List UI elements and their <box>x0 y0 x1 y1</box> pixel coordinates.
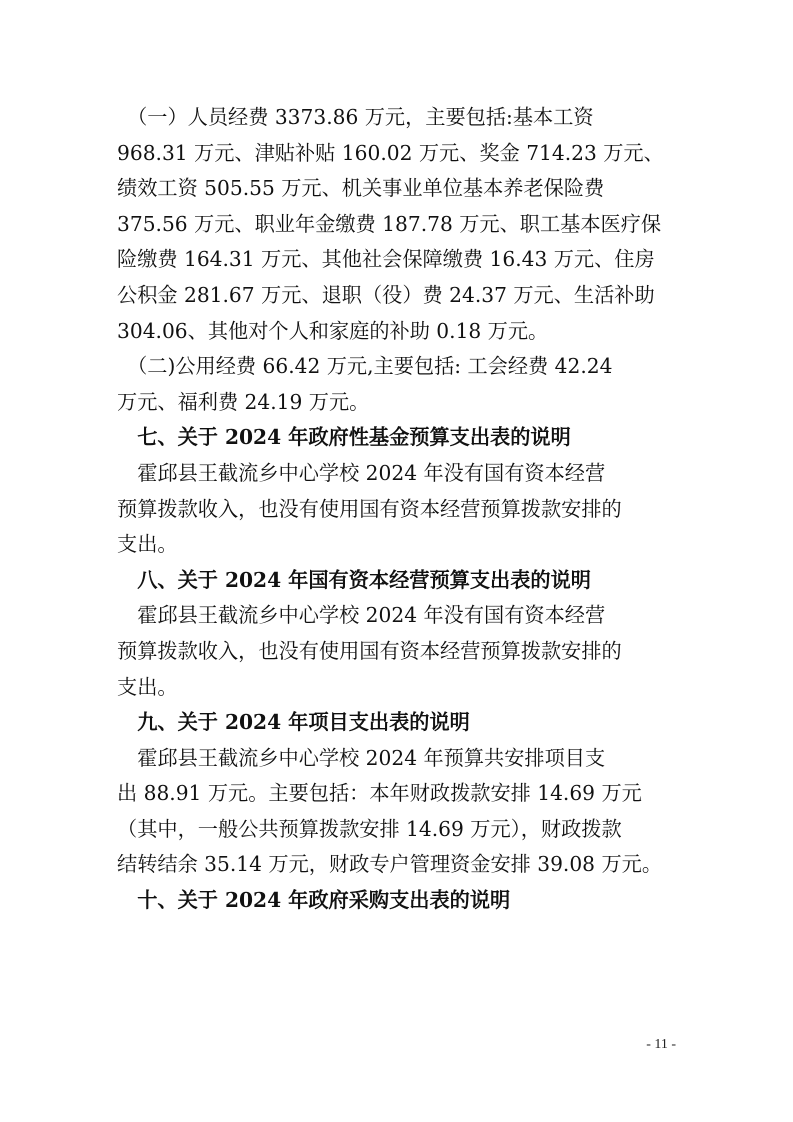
text-line: 预算拨款收入，也没有使用国有资本经营预算拨款安排的 <box>117 496 622 521</box>
text-line: 万元、福利费 24.19 万元。 <box>117 389 370 414</box>
text-line: 结转结余 35.14 万元，财政专户管理资金安排 39.08 万元。 <box>117 852 663 877</box>
text-line: （二)公用经费 66.42 万元,主要包括: 工会经费 42.24 <box>117 354 613 379</box>
heading-line: 十、关于 2024 年政府采购支出表的说明 <box>117 888 511 913</box>
text-line: 霍邱县王截流乡中心学校 2024 年没有国有资本经营 <box>117 460 606 485</box>
text-line: 霍邱县王截流乡中心学校 2024 年没有国有资本经营 <box>117 603 606 628</box>
text-line: （一）人员经费 3373.86 万元，主要包括:基本工资 <box>117 105 594 129</box>
text-line: 304.06、其他对个人和家庭的补助 0.18 万元。 <box>117 318 549 343</box>
section-7-body <box>117 456 677 563</box>
text-line: 公积金 281.67 万元、退职（役）费 24.37 万元、生活补助 <box>117 282 655 307</box>
text-line: 375.56 万元、职业年金缴费 187.78 万元、职工基本医疗保 <box>117 211 662 236</box>
section-9-heading <box>117 705 677 741</box>
text-line: （其中，一般公共预算拨款安排 14.69 万元），财政拨款 <box>117 816 622 841</box>
text-line: 预算拨款收入，也没有使用国有资本经营预算拨款安排的 <box>117 638 622 663</box>
heading-line: 八、关于 2024 年国有资本经营预算支出表的说明 <box>117 567 591 592</box>
public-expense-paragraph <box>117 349 677 420</box>
personnel-expense-paragraph <box>117 100 677 349</box>
section-8-body <box>117 598 677 705</box>
text-line: 968.31 万元、津贴补贴 160.02 万元、奖金 714.23 万元、 <box>117 140 664 165</box>
text-line: 出 88.91 万元。主要包括：本年财政拨款安排 14.69 万元 <box>117 781 642 806</box>
text-line: 险缴费 164.31 万元、其他社会保障缴费 16.43 万元、住房 <box>117 247 655 272</box>
text-line: 支出。 <box>117 674 178 699</box>
section-7-heading <box>117 420 677 456</box>
section-8-heading <box>117 563 677 599</box>
text-line: 霍邱县王截流乡中心学校 2024 年预算共安排项目支 <box>117 745 606 770</box>
section-9-body <box>117 741 677 883</box>
body-text <box>117 100 677 919</box>
text-line: 绩效工资 505.55 万元、机关事业单位基本养老保险费 <box>117 176 605 201</box>
section-10-heading <box>117 883 677 919</box>
heading-line: 九、关于 2024 年项目支出表的说明 <box>117 710 470 735</box>
heading-line: 七、关于 2024 年政府性基金预算支出表的说明 <box>117 425 571 450</box>
page-number: - 11 - <box>646 1037 676 1052</box>
text-line: 支出。 <box>117 532 178 557</box>
